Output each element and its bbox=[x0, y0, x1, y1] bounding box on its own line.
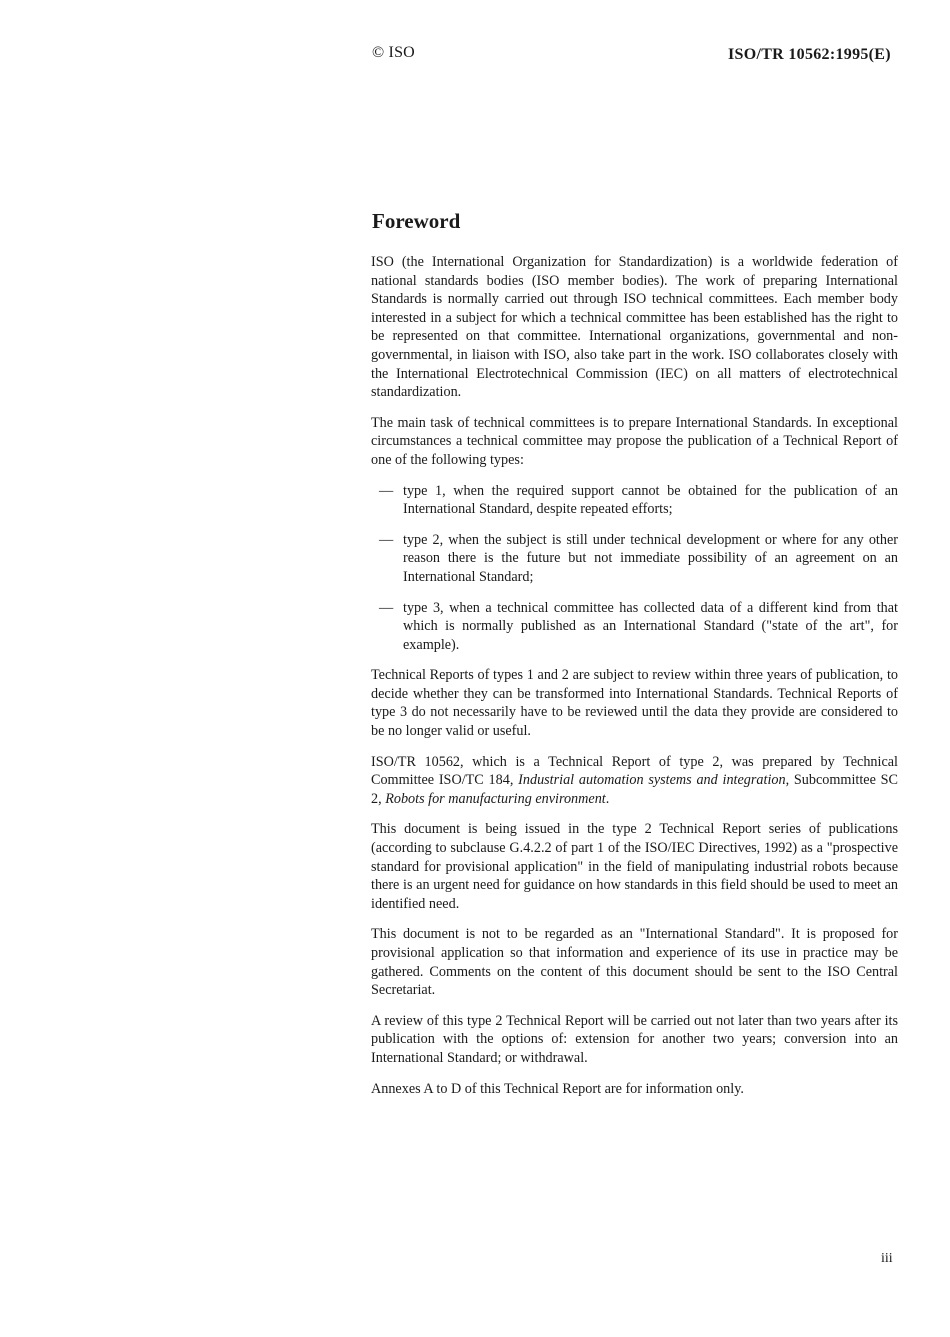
list-dash: — bbox=[379, 599, 394, 616]
page-number: iii bbox=[881, 1251, 893, 1266]
list-item-text: type 3, when a technical committee has collected data of a different kind from that which is normally published as an International Standard ("state of the art", for example). bbox=[403, 599, 898, 653]
page-title: Foreword bbox=[372, 209, 461, 233]
foreword-body bbox=[371, 253, 898, 1110]
paragraph-review-period: Technical Reports of types 1 and 2 are subject to review within three years of publication, to decide whether they can be transformed into International Standards. Technical Reports of type 3 do not necessarily have to be reviewed until the data they provide are considered to be no longer valid or useful. bbox=[371, 667, 898, 740]
list-dash: — bbox=[379, 531, 394, 548]
paragraph-annexes: Annexes A to D of this Technical Report are for information only. bbox=[371, 1080, 744, 1097]
paragraph-iso-federation: ISO (the International Organization for Standardization) is a worldwide federation of national standards bodies (ISO member bodies). The work of preparing International Standards is normally carried out through ISO technical committees. Each member body interested in a subject for which a technical committee has been established has the right to be represented on that committee. International organizations, governmental and non-governmental, in liaison with ISO, also take part in the work. ISO collaborates closely with the International Electrotechnical Commission (IEC) on all matters of electrotechnical standardization. bbox=[371, 254, 898, 401]
list-item-type-3 bbox=[371, 599, 898, 655]
paragraph-not-standard: This document is not to be regarded as an "International Standard". It is proposed for provisional application so that information and experience of its use in practice may be gathered. Comments on the content of this document should be sent to the ISO Central Secretariat. bbox=[371, 926, 898, 999]
paragraph-type2-series: This document is being issued in the type 2 Technical Report series of publications (according to subclause G.4.2.2 of part 1 of the ISO/IEC Directives, 1992) as a "prospective standard for provisional application" in the field of manipulating industrial robots because there is an urgent need for guidance on how standards in this field should be used to meet an identified need. bbox=[371, 821, 898, 912]
list-item-text: type 2, when the subject is still under technical development or where for any other reason there is the future but not immediate possibility of an agreement on an International Standard; bbox=[403, 531, 898, 585]
committee-text-end: . bbox=[605, 790, 610, 807]
list-item-text: type 1, when the required support cannot be obtained for the publication of an International Standard, despite repeated efforts; bbox=[403, 482, 898, 518]
paragraph-main-task: The main task of technical committees is to prepare International Standards. In exceptional circumstances a technical committee may propose the publication of a Technical Report of one of the following types: bbox=[371, 414, 898, 468]
committee-text-a: ISO/TR 10562, which is a Technical Report of type 2, was prepared by Technical Committee ISO/TC 184, bbox=[371, 753, 898, 789]
paragraph-committee bbox=[371, 753, 898, 809]
committee-text-b: , Subcommittee SC 2, bbox=[371, 772, 899, 807]
list-item-type-2 bbox=[371, 531, 898, 587]
list-dash: — bbox=[379, 482, 394, 499]
header-copyright: © ISO bbox=[372, 44, 415, 61]
subcommittee-title: Robots for manufacturing environment bbox=[385, 790, 606, 807]
committee-title: Industrial automation systems and integration bbox=[518, 772, 786, 789]
paragraph-review: A review of this type 2 Technical Report will be carried out not later than two years after its publication with the options of: extension for another two years; conversion into an International Standard; or withdrawal. bbox=[371, 1012, 898, 1066]
report-types-list bbox=[371, 482, 898, 655]
header-document-id: ISO/TR 10562:1995(E) bbox=[728, 46, 891, 63]
list-item-type-1 bbox=[371, 482, 898, 519]
